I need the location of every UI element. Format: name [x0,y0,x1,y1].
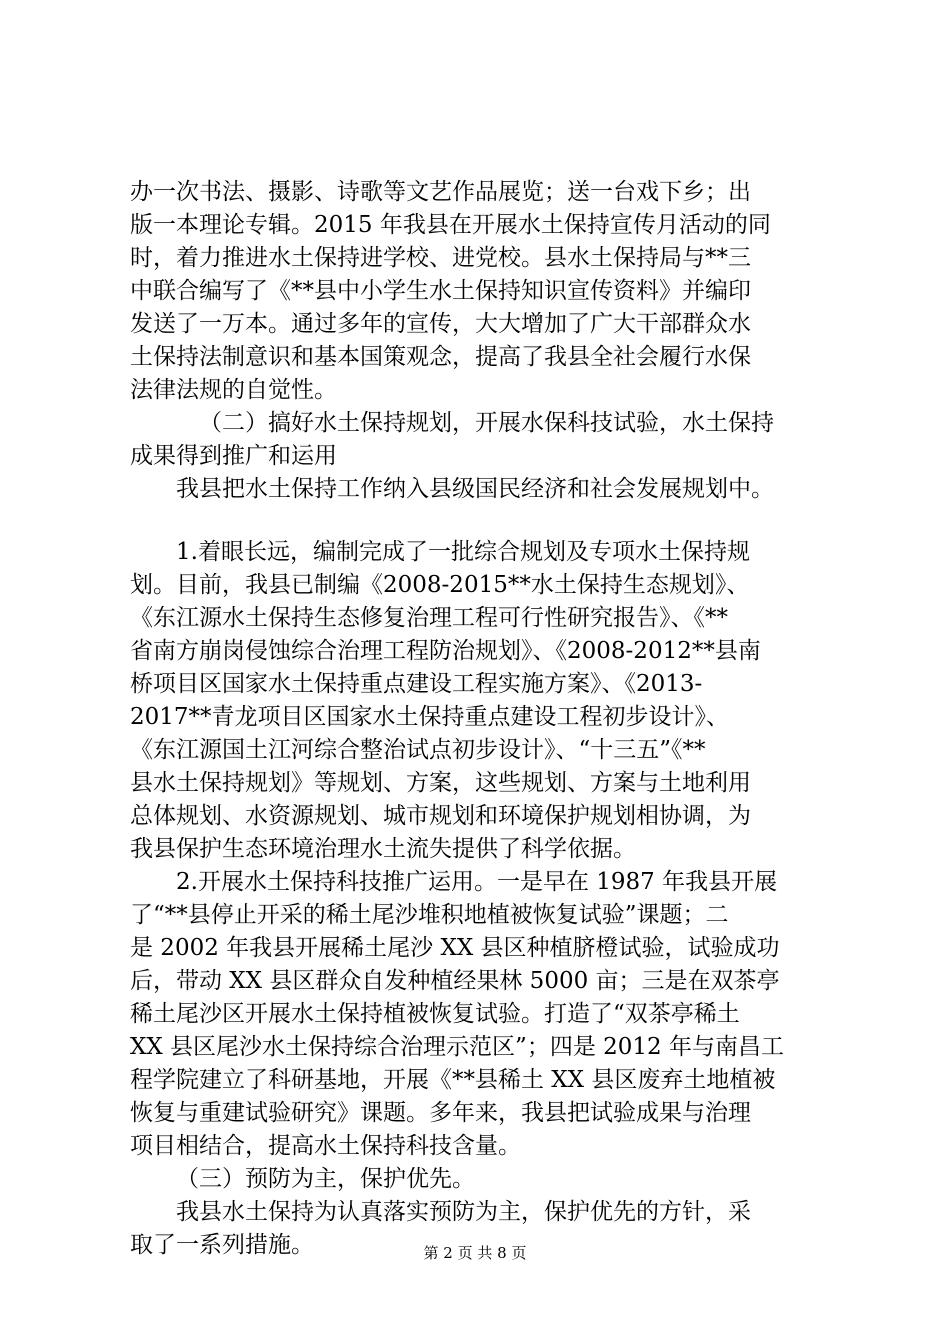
document-body [130,176,835,1262]
text-line: 恢复与重建试验研究》课题。多年来，我县把试验成果与治理 [130,1100,751,1126]
text-line: 程学院建立了科研基地，开展《**县稀土 XX 县区废弃土地植被 [130,1067,776,1093]
text-line: 2017**青龙项目区国家水土保持重点建设工程初步设计》、 [130,704,730,730]
text-line: 我县水土保持为认真落实预防为主，保护优先的方针，采 [176,1199,751,1225]
paragraph [130,176,835,407]
text-line: 1.着眼长远，编制完成了一批综合规划及专项水土保持规 [176,539,750,565]
text-line: （三）预防为主，保护优先。 [176,1166,475,1192]
text-line: 版一本理论专辑。2015 年我县在开展水土保持宣传月活动的同 [130,212,771,238]
text-line: 划。目前，我县已制编《2008-2015**水土保持生态规划》、 [130,572,750,598]
text-line: 我县把水土保持工作纳入县级国民经济和社会发展规划中。 [176,476,774,502]
text-line: 中联合编写了《**县中小学生水土保持知识宣传资料》并编印 [130,278,751,304]
paragraph-gap [130,506,835,536]
text-line: 项目相结合，提高水土保持科技含量。 [130,1133,521,1159]
text-line: 《东江源水土保持生态修复治理工程可行性研究报告》、《** [130,605,728,631]
text-line: 是 2002 年我县开展稀土尾沙 XX 县区种植脐橙试验，试验成功 [130,935,780,961]
paragraph [130,866,835,1163]
text-line: 我县保护生态环境治理水土流失提供了科学依据。 [130,836,636,862]
text-line: 县水土保持规划》等规划、方案，这些规划、方案与土地利用 [130,770,751,796]
text-line: 《东江源国土江河综合整治试点初步设计》、“十三五”《** [130,737,706,763]
paragraph [130,407,835,473]
paragraph [130,536,835,866]
text-line: 桥项目区国家水土保持重点建设工程实施方案》、《2013- [130,671,703,697]
text-line: 取了一系列措施。 [130,1232,314,1258]
paragraph [130,473,835,506]
text-line: 时，着力推进水土保持进学校、进党校。县水土保持局与**三 [130,245,751,271]
text-line: 稀土尾沙区开展水土保持植被恢复试验。打造了“双茶亭稀土 [130,1001,740,1027]
text-line: 发送了一万本。通过多年的宣传，大大增加了广大干部群众水 [130,311,751,337]
paragraph [130,1163,835,1196]
text-line: 省南方崩岗侵蚀综合治理工程防治规划》、《2008-2012**县南 [130,638,761,664]
text-line: 总体规划、水资源规划、城市规划和环境保护规划相协调，为 [130,803,751,829]
text-line: XX 县区尾沙水土保持综合治理示范区”；四是 2012 年与南昌工 [130,1034,784,1060]
text-line: 成果得到推广和运用 [130,443,337,469]
text-line: 土保持法制意识和基本国策观念，提高了我县全社会履行水保 [130,344,751,370]
text-line: 了“**县停止开采的稀土尾沙堆积地植被恢复试验”课题；二 [130,902,729,928]
text-line: 后，带动 XX 县区群众自发种植经果林 5000 亩；三是在双茶亭 [130,968,780,994]
text-line: 2.开展水土保持科技推广运用。一是早在 1987 年我县开展 [176,869,778,895]
text-line: 法律法规的自觉性。 [130,377,337,403]
text-line: （二）搞好水土保持规划，开展水保科技试验，水土保持 [199,410,774,436]
text-line: 办一次书法、摄影、诗歌等文艺作品展览；送一台戏下乡；出 [130,179,751,205]
page-footer: 第 2 页 共 8 页 [423,1244,527,1262]
